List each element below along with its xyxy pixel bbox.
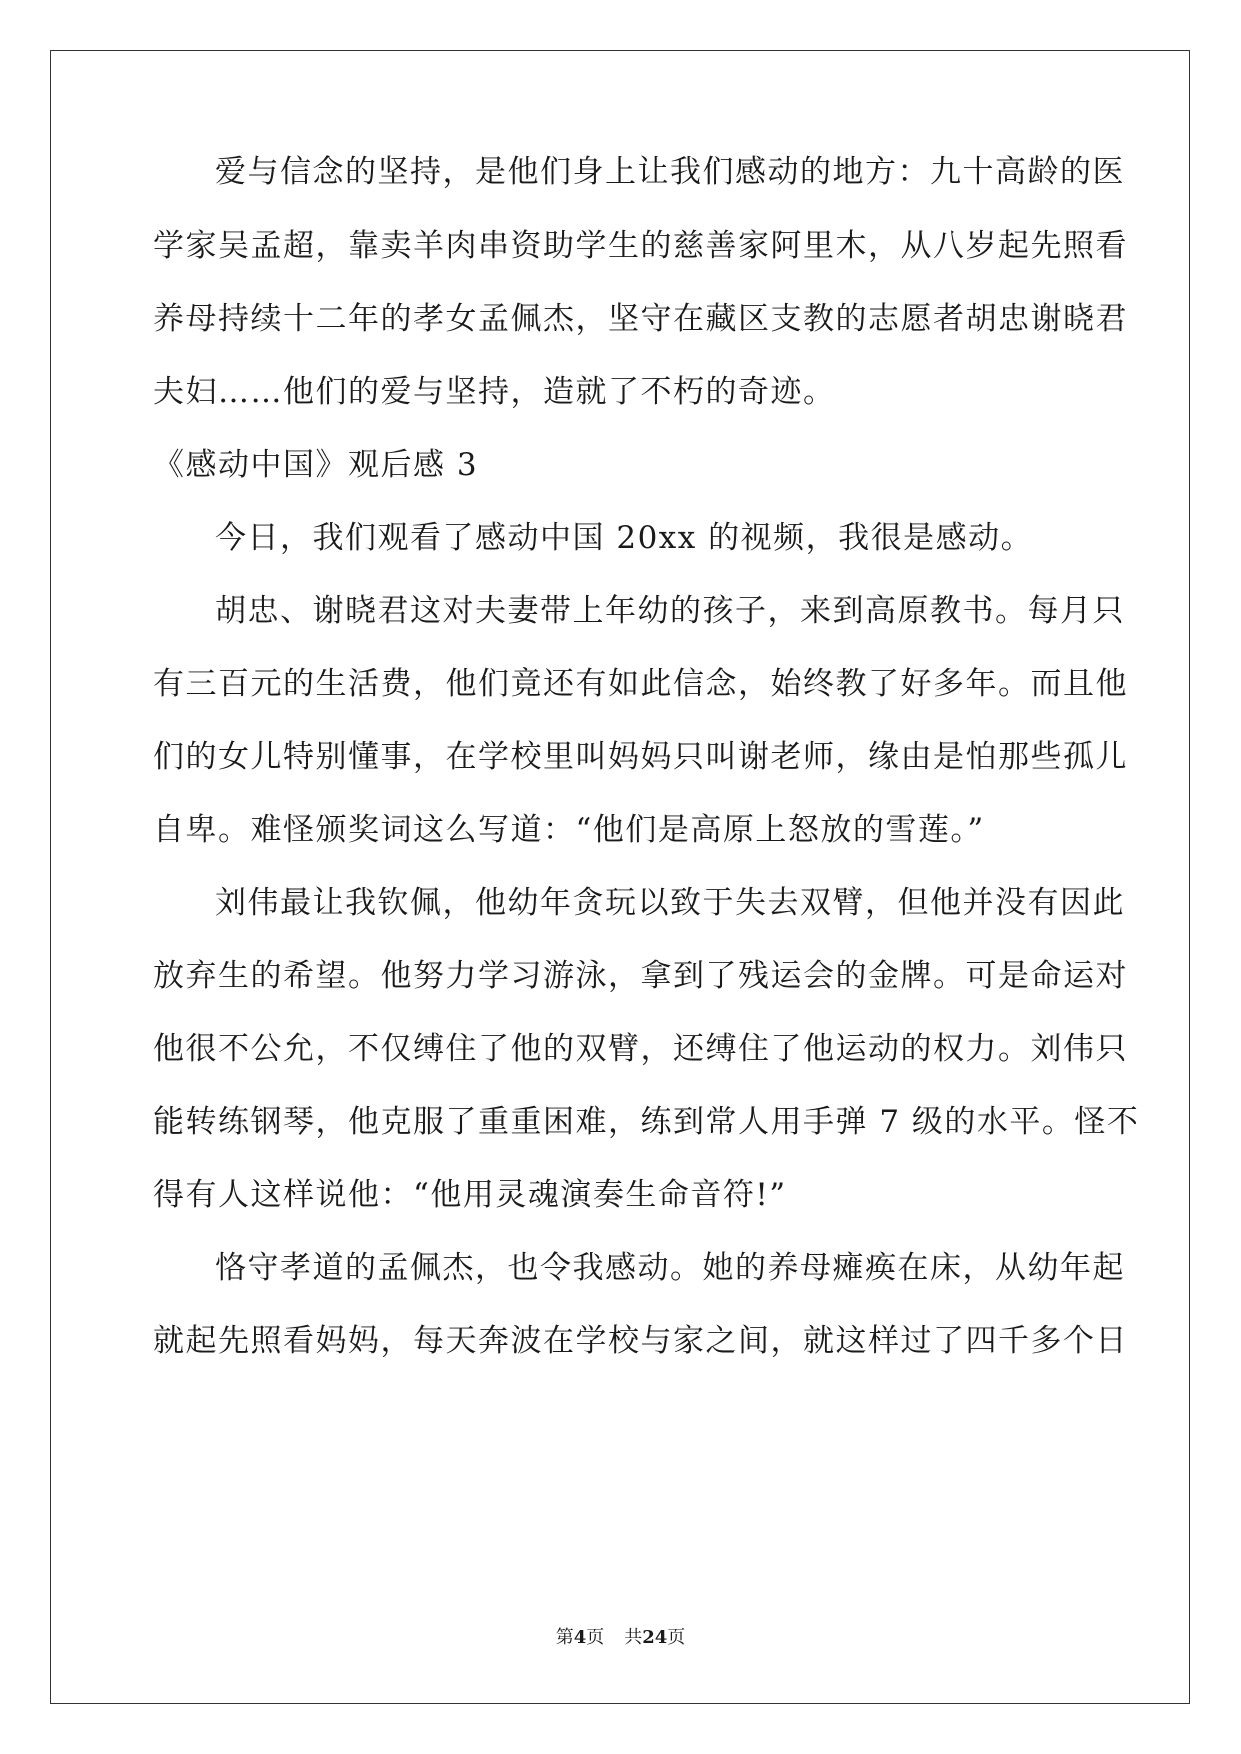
page-footer — [0, 1626, 1241, 1650]
total-pages: 24 — [642, 1627, 668, 1648]
paragraph-line: 今日，我们观看了感动中国 20xx 的视频，我很是感动。 — [215, 520, 1034, 556]
paragraph-line: 能转练钢琴，他克服了重重困难，练到常人用手弹 7 级的水平。怪不 — [153, 1104, 1140, 1140]
total-prefix: 共 — [624, 1627, 643, 1648]
paragraph-line: 爱与信念的坚持，是他们身上让我们感动的地方：九十高龄的医 — [215, 154, 1125, 190]
paragraph-line: 养母持续十二年的孝女孟佩杰，坚守在藏区支教的志愿者胡忠谢晓君 — [153, 301, 1128, 337]
total-suffix: 页 — [667, 1627, 686, 1648]
section-heading: 《感动中国》观后感 3 — [153, 447, 479, 483]
paragraph-line: 恪守孝道的孟佩杰，也令我感动。她的养母瘫痪在床，从幼年起 — [215, 1250, 1125, 1286]
paragraph-line: 有三百元的生活费，他们竟还有如此信念，始终教了好多年。而且他 — [153, 666, 1128, 702]
page-prefix: 第 — [555, 1627, 574, 1648]
paragraph-line: 学家吴孟超，靠卖羊肉串资助学生的慈善家阿里木，从八岁起先照看 — [153, 228, 1128, 264]
page-number: 4 — [573, 1627, 587, 1648]
paragraph-line: 胡忠、谢晓君这对夫妻带上年幼的孩子，来到高原教书。每月只 — [215, 593, 1125, 629]
paragraph-line: 放弃生的希望。他努力学习游泳，拿到了残运会的金牌。可是命运对 — [153, 958, 1128, 994]
paragraph-line: 自卑。难怪颁奖词这么写道：“他们是高原上怒放的雪莲。” — [153, 812, 985, 848]
paragraph-line: 得有人这样说他：“他用灵魂演奏生命音符!” — [153, 1177, 787, 1213]
paragraph-line: 他很不公允，不仅缚住了他的双臂，还缚住了他运动的权力。刘伟只 — [153, 1031, 1128, 1067]
paragraph-line: 刘伟最让我钦佩，他幼年贪玩以致于失去双臂，但他并没有因此 — [215, 885, 1125, 921]
page-suffix: 页 — [586, 1627, 605, 1648]
paragraph-line: 夫妇……他们的爱与坚持，造就了不朽的奇迹。 — [153, 374, 836, 410]
paragraph-line: 们的女儿特别懂事，在学校里叫妈妈只叫谢老师，缘由是怕那些孤儿 — [153, 739, 1128, 775]
paragraph-line: 就起先照看妈妈，每天奔波在学校与家之间，就这样过了四千多个日 — [153, 1323, 1128, 1359]
